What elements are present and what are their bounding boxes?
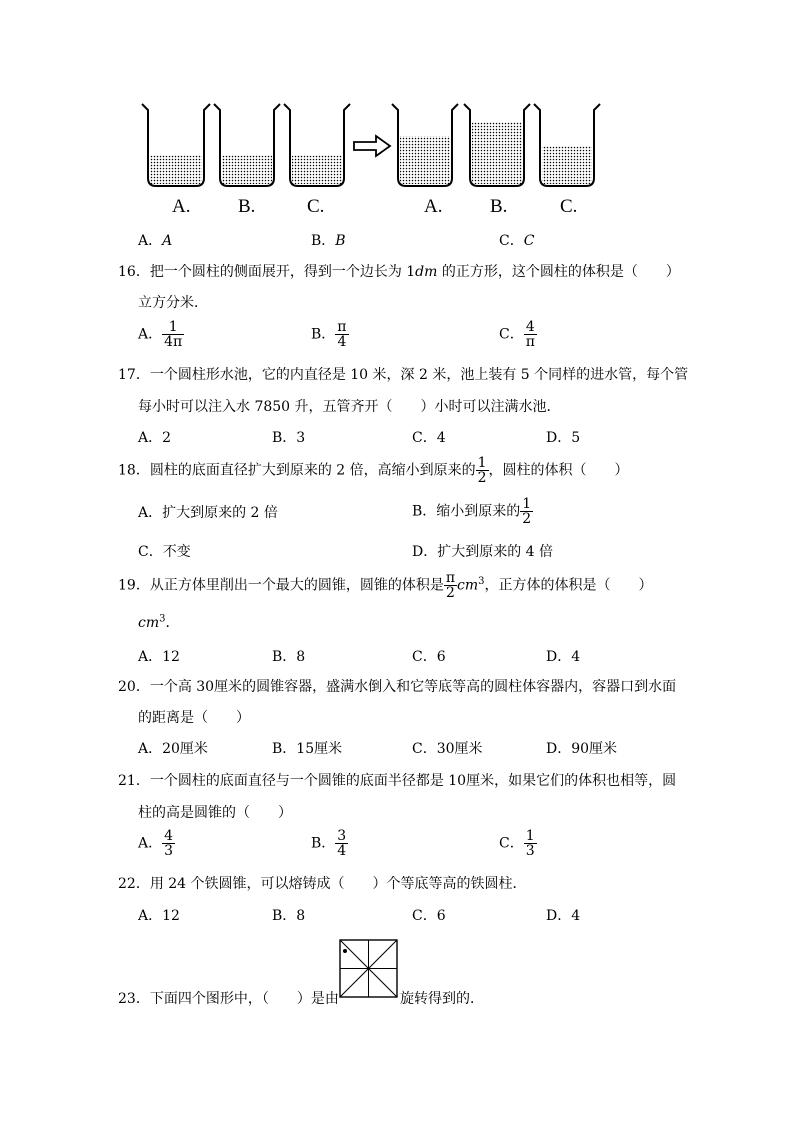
q22-stem: 22．用 24 个铁圆锥，可以熔铸成（ ）个等底等高的铁圆柱． [118, 876, 527, 892]
rotation-figure [339, 939, 398, 998]
q16-option-a[interactable]: A． $\frac{1}{4\pi}$ [138, 319, 183, 350]
fig-label-left-c: C. [307, 196, 325, 217]
q19-stem-line2: $cm^3$． [138, 613, 180, 631]
q20-option-b[interactable]: B．15厘米 [272, 741, 343, 757]
q17-stem-line2: 每小时可以注入水 7850 升，五管齐开（ ）小时可以注满水池． [138, 399, 561, 415]
q21-stem-line2: 柱的高是圆锥的（ ） [138, 805, 292, 821]
beaker-left-c [284, 104, 350, 186]
fig-label-left-a: A. [172, 196, 191, 217]
q21-stem-line1: 21．一个圆柱的底面直径与一个圆锥的底面半径都是 10厘米，如果它们的体积也相等，圆 [118, 773, 677, 789]
q21-option-c[interactable]: C． $\frac{1}{3}$ [499, 828, 535, 859]
q20-stem-line1: 20．一个高 30厘米的圆锥容器，盛满水倒入和它等底等高的圆柱体容器内，容器口到水面 [118, 679, 677, 695]
q19-option-a[interactable]: A．12 [138, 649, 180, 665]
beaker-figure [138, 98, 608, 218]
q17-option-b[interactable]: B．3 [272, 430, 306, 446]
fig-label-right-a: A. [424, 196, 443, 217]
q21-option-b[interactable]: B． $\frac{3}{4}$ [311, 828, 347, 859]
q20-stem-line2: 的距离是（ ） [138, 710, 250, 726]
q17-option-d[interactable]: D．5 [546, 430, 581, 446]
q23-stem-end: 旋转得到的． [400, 991, 484, 1007]
q18-stem: 18．圆柱的底面直径扩大到原来的 2 倍，高缩小到原来的 $\frac{1}{2}$ ，圆柱的体积（ ） [118, 455, 629, 486]
q18-option-c[interactable]: C．不变 [138, 544, 191, 560]
q20-option-c[interactable]: C．30厘米 [412, 741, 483, 757]
fig-label-left-b: B. [238, 196, 256, 217]
q16-option-c[interactable]: C． $\frac{4}{\pi}$ [499, 319, 535, 350]
q18-option-b[interactable]: B．缩小到原来的 $\frac{1}{2}$ [412, 496, 532, 527]
q18-option-d[interactable]: D．扩大到原来的 4 倍 [412, 544, 554, 560]
q19-option-d[interactable]: D．4 [546, 649, 581, 665]
q22-option-a[interactable]: A．12 [138, 908, 180, 924]
fig-label-right-c: C. [560, 196, 578, 217]
q20-option-a[interactable]: A．20厘米 [138, 741, 208, 757]
beaker-right-a [392, 104, 458, 186]
q22-option-d[interactable]: D．4 [546, 908, 581, 924]
q19-stem: 19．从正方体里削出一个最大的圆锥，圆锥的体积是 $\frac{\pi}{2}$ $cm^3$，正方体的体积是（ ） [118, 570, 653, 601]
rotation-dot [343, 949, 347, 953]
q22-option-c[interactable]: C．6 [412, 908, 446, 924]
q20-option-d[interactable]: D．90厘米 [546, 741, 618, 757]
q16-stem-line2: 立方分米． [138, 295, 208, 311]
beaker-left-a [142, 104, 210, 186]
fig-label-right-b: B. [490, 196, 508, 217]
q16-stem-line1: 16．把一个圆柱的侧面展开，得到一个边长为 1dm 的正方形，这个圆柱的体积是（ ） [118, 264, 680, 280]
q16-option-b[interactable]: B． $\frac{\pi}{4}$ [311, 319, 347, 350]
q22-option-b[interactable]: B．8 [272, 908, 306, 924]
q23-stem-start: 23．下面四个图形中，（ ）是由 [118, 991, 339, 1007]
q21-option-a[interactable]: A． $\frac{4}{3}$ [138, 828, 174, 859]
q17-option-c[interactable]: C．4 [412, 430, 446, 446]
beaker-right-c [534, 104, 600, 186]
q17-option-a[interactable]: A．2 [138, 430, 172, 446]
q19-option-b[interactable]: B．8 [272, 649, 306, 665]
q18-option-a[interactable]: A．扩大到原来的 2 倍 [138, 505, 278, 521]
q15-option-c[interactable]: C．C [499, 233, 535, 249]
q15-option-a[interactable]: A．A [138, 233, 173, 249]
beaker-right-b [464, 104, 530, 186]
q17-stem-line1: 17．一个圆柱形水池，它的内直径是 10 米，深 2 米，池上装有 5 个同样的进水管，每个管 [118, 367, 689, 383]
q15-option-b[interactable]: B．B [311, 233, 346, 249]
beaker-left-b [214, 104, 280, 186]
q19-option-c[interactable]: C．6 [412, 649, 446, 665]
right-arrow [354, 136, 390, 156]
